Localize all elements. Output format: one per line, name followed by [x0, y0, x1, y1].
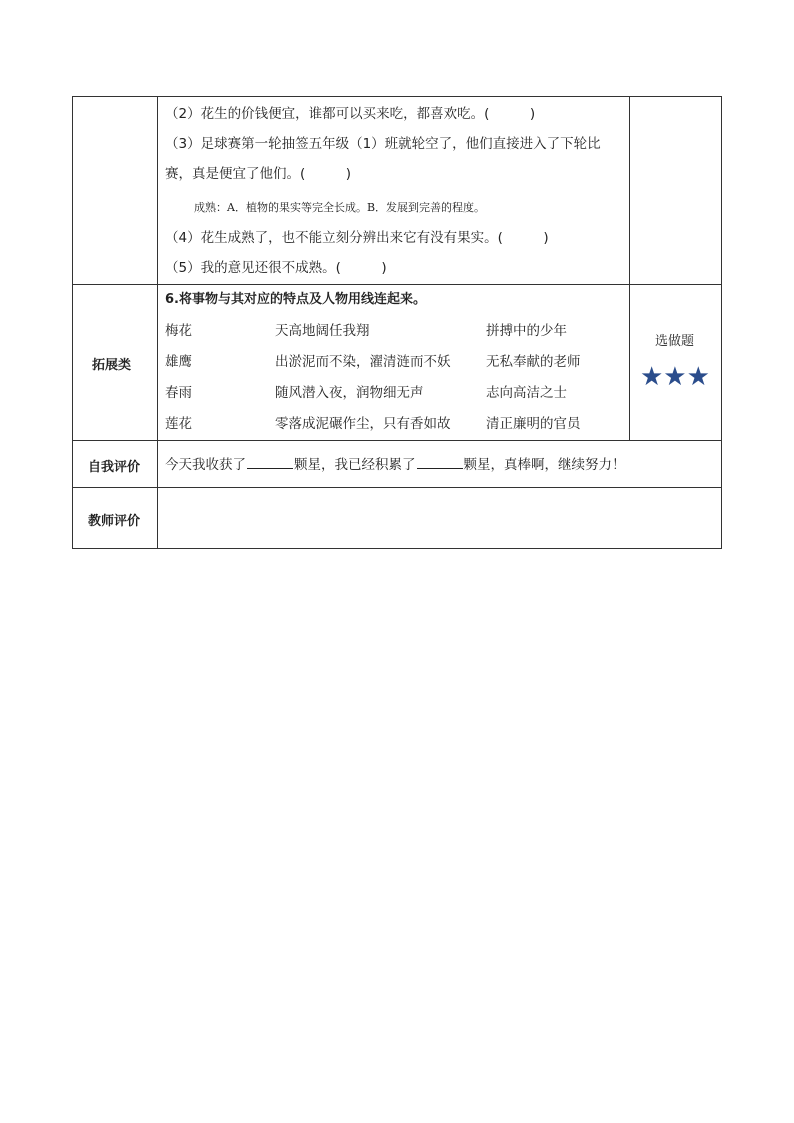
- self-eval-text-2: 颗星，我已经积累了: [294, 457, 416, 473]
- worksheet-table: [72, 96, 722, 549]
- row-divider: [72, 440, 722, 441]
- question-line-3b: 赛，真是便宜了他们。( ): [165, 166, 352, 182]
- self-eval-text-1: 今天我收获了: [165, 457, 246, 473]
- match-item-col1: 莲花: [165, 416, 192, 432]
- category-label: 拓展类: [92, 358, 132, 373]
- self-eval-sentence: [165, 456, 626, 473]
- match-item-col2: 出淤泥而不染，濯清涟而不妖: [275, 354, 451, 370]
- total-stars-blank[interactable]: [417, 456, 463, 469]
- column-divider: [157, 96, 158, 549]
- match-item-col2: 零落成泥碾作尘，只有香如故: [275, 416, 451, 432]
- question-6-prompt: 6.将事物与其对应的特点及人物用线连起来。: [165, 292, 426, 307]
- match-item-col1: 雄鹰: [165, 354, 192, 370]
- match-item-col3: 志向高洁之士: [486, 385, 567, 401]
- question-line-2: （2）花生的价钱便宜，谁都可以买来吃，都喜欢吃。( ): [165, 106, 536, 122]
- column-divider: [629, 96, 630, 440]
- match-item-col3: 无私奉献的老师: [486, 354, 581, 370]
- row-divider: [72, 284, 722, 285]
- self-eval-text-3: 颗星，真棒啊，继续努力！: [463, 457, 626, 473]
- star-count-blank[interactable]: [247, 456, 293, 469]
- star-rating-icon: ★★★: [640, 362, 710, 392]
- match-item-col2: 天高地阔任我翔: [275, 323, 370, 339]
- match-item-col1: 春雨: [165, 385, 192, 401]
- teacher-eval-label: 教师评价: [88, 514, 141, 529]
- question-line-5: （5）我的意见还很不成熟。( ): [165, 260, 387, 276]
- question-line-3a: （3）足球赛第一轮抽签五年级（1）班就轮空了，他们直接进入了下轮比: [165, 136, 601, 152]
- match-item-col1: 梅花: [165, 323, 192, 339]
- teacher-eval-area[interactable]: [158, 488, 721, 548]
- self-eval-label: 自我评价: [88, 460, 141, 475]
- match-item-col2: 随风潜入夜，润物细无声: [275, 385, 424, 401]
- optional-label: 选做题: [655, 334, 695, 349]
- question-line-4: （4）花生成熟了，也不能立刻分辨出来它有没有果实。( ): [165, 230, 549, 246]
- match-item-col3: 清正廉明的官员: [486, 416, 581, 432]
- match-item-col3: 拼搏中的少年: [486, 323, 567, 339]
- definition-note: 成熟：A．植物的果实等完全长成。B．发展到完善的程度。: [194, 201, 486, 214]
